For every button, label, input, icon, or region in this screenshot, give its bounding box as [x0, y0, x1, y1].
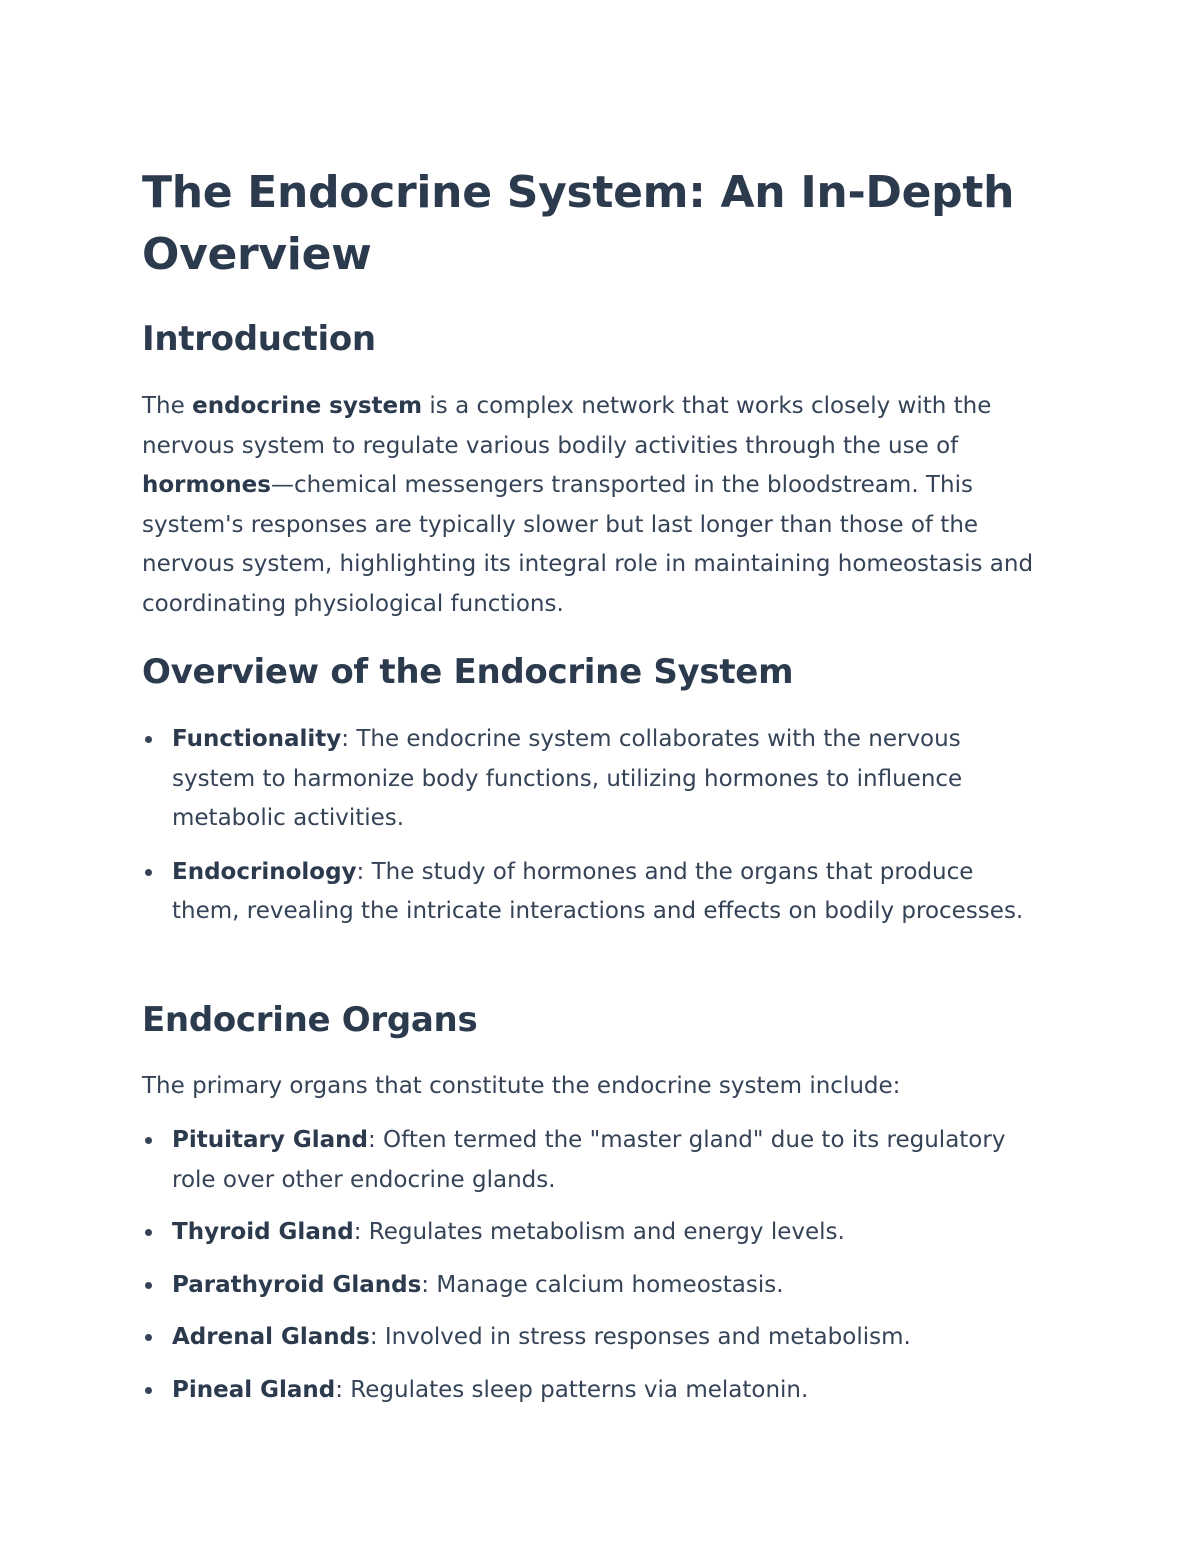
list-item [142, 1121, 1042, 1200]
list-item-term: Adrenal Glands [172, 1324, 370, 1351]
list-item [142, 720, 1042, 839]
list-item-term: Thyroid Gland [172, 1219, 354, 1246]
list-item-term: Pituitary Gland [172, 1127, 368, 1153]
list-item-text: : Regulates metabolism and energy levels. [353, 1219, 845, 1246]
document-title: The Endocrine System: An In-Depth Overview [142, 167, 1015, 280]
list-item-text: : The endocrine system collaborates with the nervous system to harmonize body functions, utilizing hormones to influence metabolic activities. [172, 726, 963, 832]
intro-bold-endocrine-system: endocrine system [192, 393, 423, 419]
bullet-icon [145, 1137, 152, 1144]
bullet-icon [145, 1334, 152, 1341]
list-item [142, 1371, 1042, 1411]
organs-heading: Endocrine Organs [142, 1000, 478, 1040]
list-item-text: : Involved in stress responses and metabolism. [369, 1324, 911, 1351]
list-item [142, 1318, 1042, 1358]
intro-text-1: The [142, 393, 193, 419]
bullet-icon [145, 1282, 152, 1289]
list-item-text: : Regulates sleep patterns via melatonin. [335, 1376, 809, 1403]
list-item-term: Functionality [172, 726, 342, 752]
organs-intro: The primary organs that constitute the endocrine system include: [142, 1073, 901, 1099]
intro-text-2: is a complex network that works closely with the nervous system to regulate various bodily activities through the use of [142, 393, 992, 459]
bullet-icon [145, 1387, 152, 1394]
list-item-text: : Manage calcium homeostasis. [421, 1271, 784, 1298]
list-item-term: Parathyroid Glands [172, 1271, 422, 1298]
bullet-icon [145, 736, 152, 743]
list-item-term: Pineal Gland [172, 1376, 336, 1403]
list-item-text: : Often termed the "master gland" due to its regulatory role over other endocrine glands. [172, 1127, 1006, 1193]
bullet-icon [145, 869, 152, 876]
list-item [142, 1266, 1042, 1306]
overview-heading: Overview of the Endocrine System [142, 652, 794, 692]
introduction-heading: Introduction [142, 319, 376, 359]
bullet-icon [145, 1229, 152, 1236]
intro-bold-hormones: hormones [142, 472, 271, 499]
organs-list [142, 1121, 1042, 1411]
list-item-text: : The study of hormones and the organs that produce them, revealing the intricate interactions and effects on bodily processes. [172, 858, 1024, 925]
introduction-paragraph [142, 387, 1042, 625]
list-item [142, 853, 1042, 932]
intro-text-3: —chemical messengers transported in the bloodstream. This system's responses are typically slower but last longer than those of the nervous system, highlighting its integral role in maintaining homeostasis and coordinating physiological functions. [142, 472, 1034, 617]
list-item-term: Endocrinology [172, 858, 357, 885]
overview-list [142, 720, 1042, 932]
list-item [142, 1213, 1042, 1253]
